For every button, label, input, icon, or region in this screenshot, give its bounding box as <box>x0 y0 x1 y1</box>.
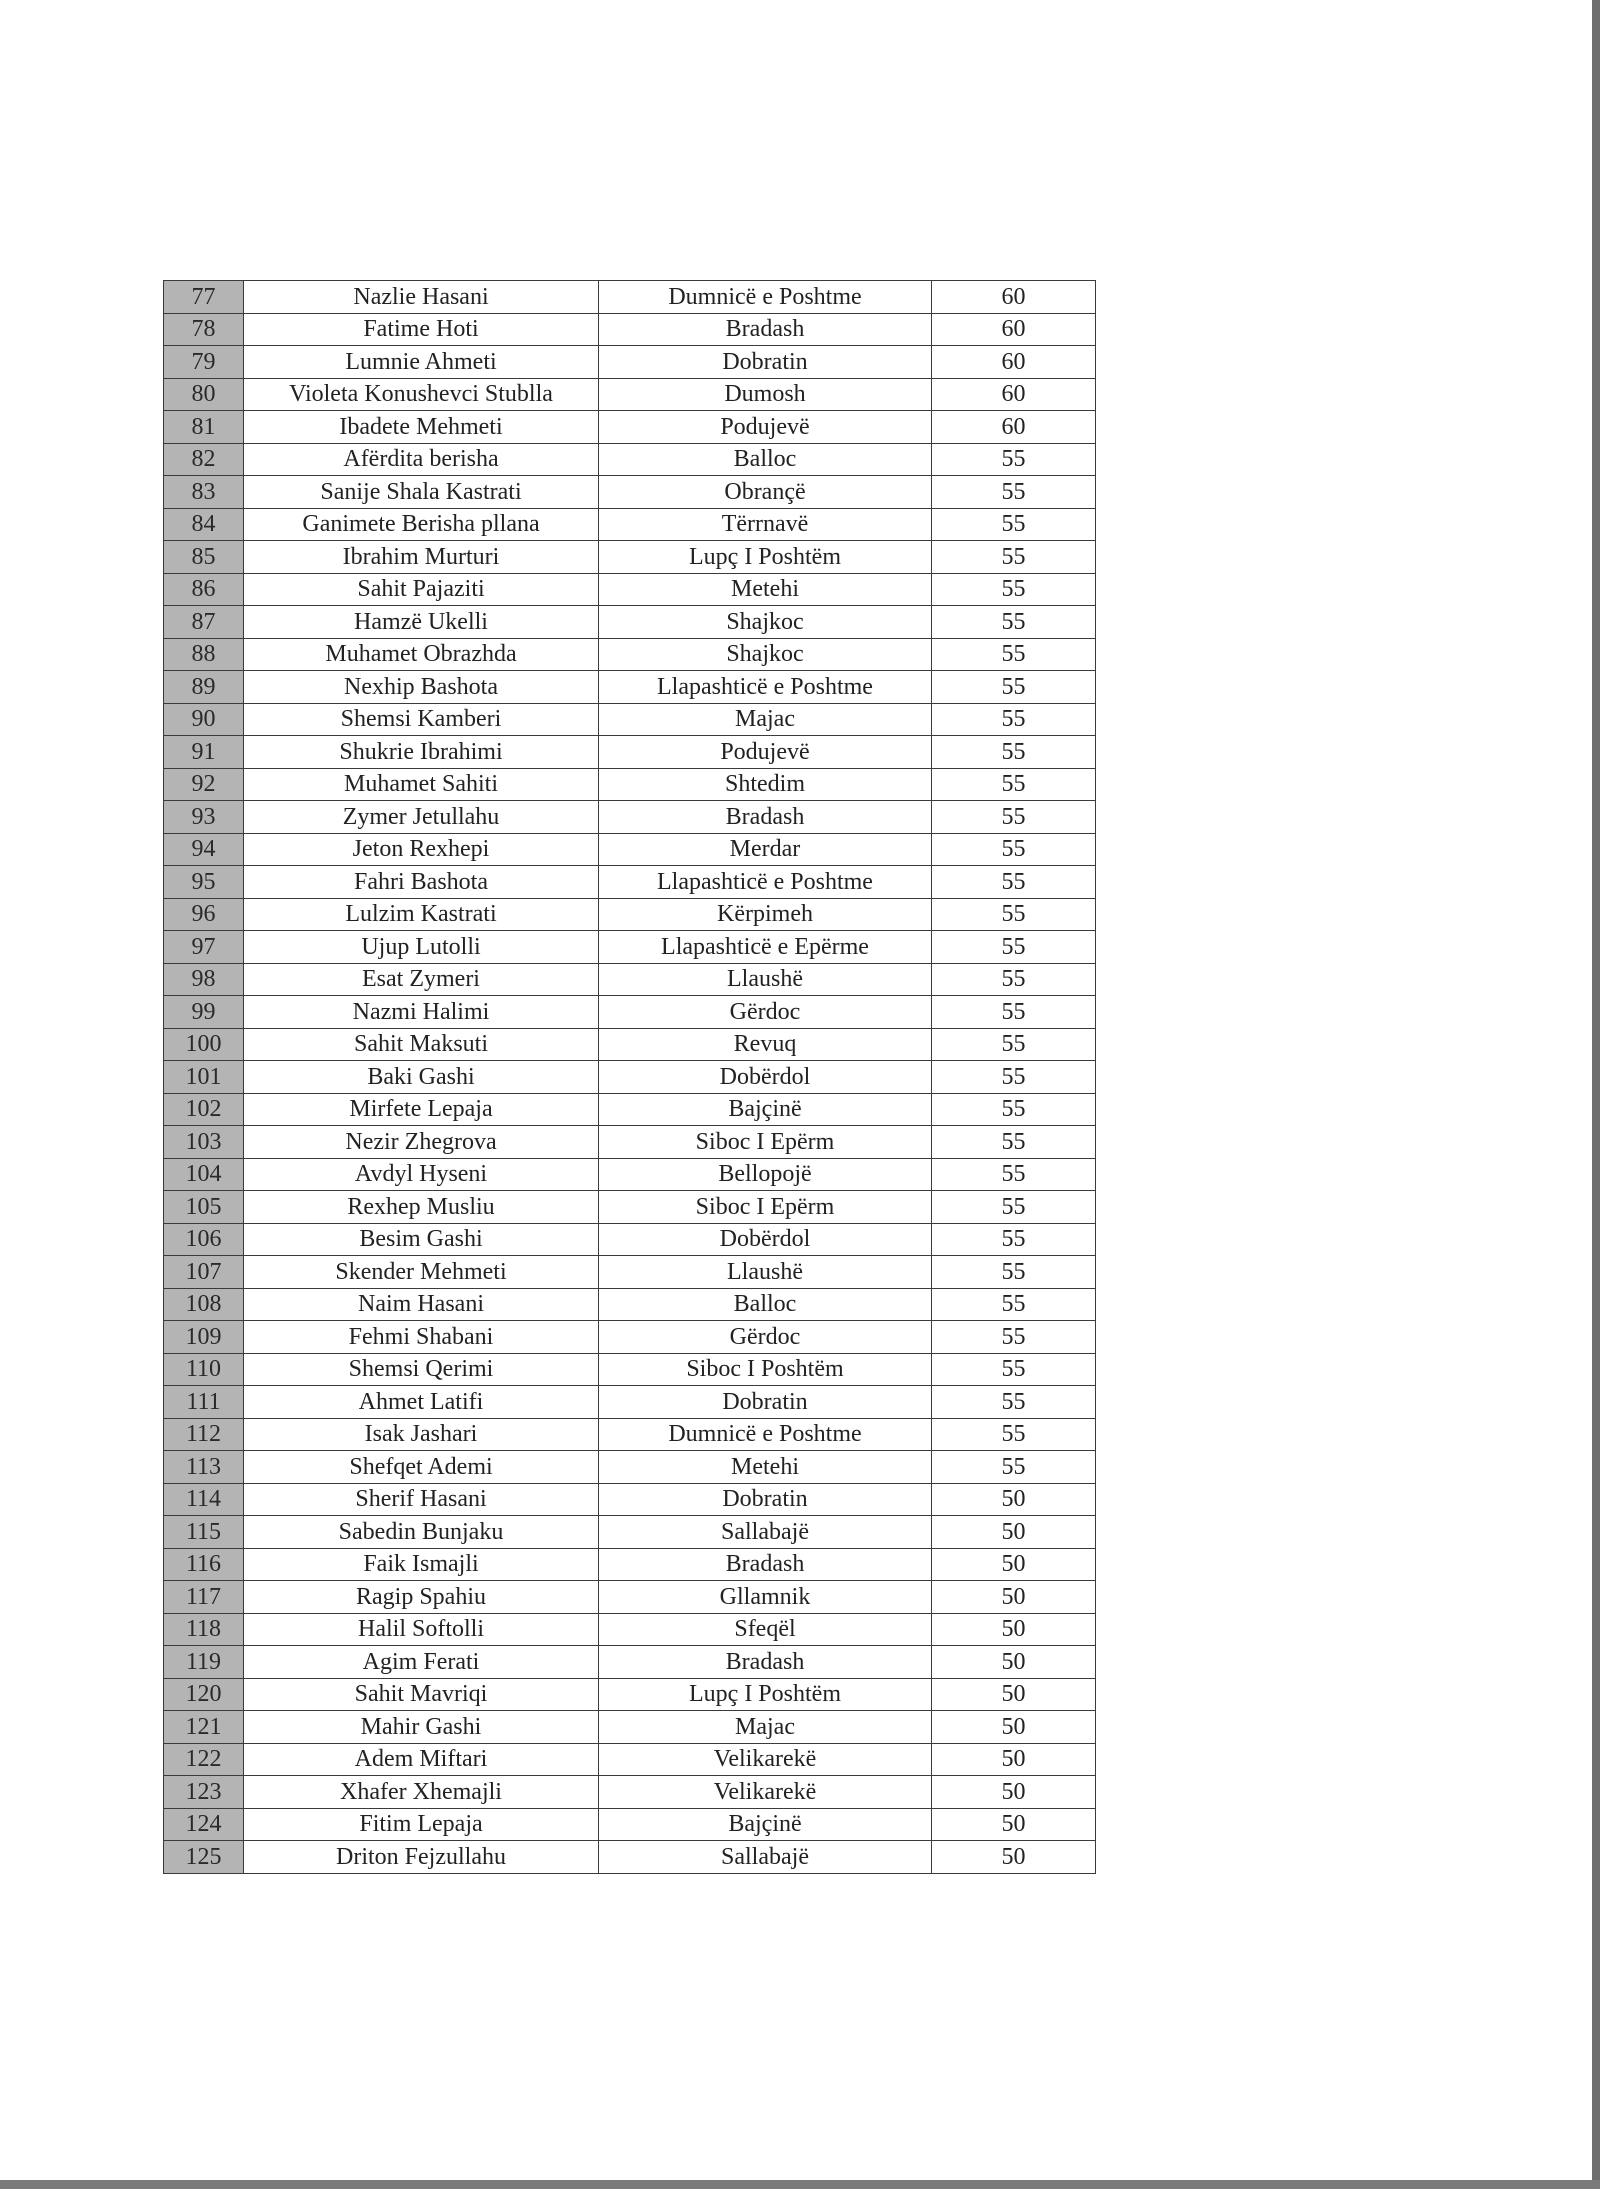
row-number-cell: 87 <box>164 606 244 639</box>
village-cell: Lupç I Poshtëm <box>599 1678 932 1711</box>
scan-edge-bottom <box>0 2180 1600 2189</box>
row-number-cell: 77 <box>164 281 244 314</box>
points-cell: 55 <box>932 703 1096 736</box>
table-row <box>164 346 1096 379</box>
points-cell: 55 <box>932 1288 1096 1321</box>
village-cell: Dobërdol <box>599 1061 932 1094</box>
points-cell: 50 <box>932 1841 1096 1874</box>
name-cell: Adem Miftari <box>244 1743 599 1776</box>
points-cell: 55 <box>932 1028 1096 1061</box>
village-cell: Llaushë <box>599 963 932 996</box>
village-cell: Velikarekë <box>599 1743 932 1776</box>
name-cell: Xhafer Xhemajli <box>244 1776 599 1809</box>
village-cell: Dobratin <box>599 1386 932 1419</box>
village-cell: Llapashticë e Poshtme <box>599 671 932 704</box>
points-cell: 55 <box>932 1223 1096 1256</box>
village-cell: Bradash <box>599 801 932 834</box>
name-cell: Sabedin Bunjaku <box>244 1516 599 1549</box>
name-cell: Avdyl Hyseni <box>244 1158 599 1191</box>
points-cell: 50 <box>932 1516 1096 1549</box>
name-cell: Muhamet Obrazhda <box>244 638 599 671</box>
table-row <box>164 963 1096 996</box>
table-row <box>164 768 1096 801</box>
village-cell: Llapashticë e Epërme <box>599 931 932 964</box>
table-row <box>164 313 1096 346</box>
name-cell: Fehmi Shabani <box>244 1321 599 1354</box>
name-cell: Fahri Bashota <box>244 866 599 899</box>
points-cell: 50 <box>932 1646 1096 1679</box>
village-cell: Llaushë <box>599 1256 932 1289</box>
table-row <box>164 898 1096 931</box>
points-cell: 55 <box>932 768 1096 801</box>
row-number-cell: 121 <box>164 1711 244 1744</box>
row-number-cell: 101 <box>164 1061 244 1094</box>
table-row <box>164 1776 1096 1809</box>
row-number-cell: 95 <box>164 866 244 899</box>
points-cell: 55 <box>932 671 1096 704</box>
table-row <box>164 1191 1096 1224</box>
name-cell: Ragip Spahiu <box>244 1581 599 1614</box>
village-cell: Shtedim <box>599 768 932 801</box>
name-cell: Faik Ismajli <box>244 1548 599 1581</box>
points-cell: 60 <box>932 346 1096 379</box>
table-row <box>164 411 1096 444</box>
table-row <box>164 541 1096 574</box>
points-cell: 50 <box>932 1613 1096 1646</box>
row-number-cell: 96 <box>164 898 244 931</box>
table-row <box>164 573 1096 606</box>
row-number-cell: 98 <box>164 963 244 996</box>
row-number-cell: 91 <box>164 736 244 769</box>
name-cell: Isak Jashari <box>244 1418 599 1451</box>
row-number-cell: 94 <box>164 833 244 866</box>
row-number-cell: 104 <box>164 1158 244 1191</box>
table-row <box>164 1321 1096 1354</box>
table-row <box>164 1646 1096 1679</box>
name-cell: Shemsi Qerimi <box>244 1353 599 1386</box>
name-cell: Ahmet Latifi <box>244 1386 599 1419</box>
village-cell: Dobratin <box>599 346 932 379</box>
row-number-cell: 125 <box>164 1841 244 1874</box>
points-cell: 55 <box>932 1418 1096 1451</box>
table-row <box>164 1451 1096 1484</box>
ranking-table <box>163 280 1096 1874</box>
name-cell: Naim Hasani <box>244 1288 599 1321</box>
name-cell: Baki Gashi <box>244 1061 599 1094</box>
points-cell: 50 <box>932 1483 1096 1516</box>
points-cell: 55 <box>932 866 1096 899</box>
row-number-cell: 118 <box>164 1613 244 1646</box>
table-row <box>164 1126 1096 1159</box>
row-number-cell: 85 <box>164 541 244 574</box>
points-cell: 55 <box>932 1093 1096 1126</box>
table-row <box>164 1158 1096 1191</box>
village-cell: Dobërdol <box>599 1223 932 1256</box>
village-cell: Siboc I Epërm <box>599 1126 932 1159</box>
name-cell: Shukrie Ibrahimi <box>244 736 599 769</box>
points-cell: 55 <box>932 573 1096 606</box>
table-row <box>164 801 1096 834</box>
row-number-cell: 122 <box>164 1743 244 1776</box>
row-number-cell: 82 <box>164 443 244 476</box>
row-number-cell: 99 <box>164 996 244 1029</box>
points-cell: 50 <box>932 1808 1096 1841</box>
village-cell: Metehi <box>599 573 932 606</box>
points-cell: 55 <box>932 833 1096 866</box>
name-cell: Zymer Jetullahu <box>244 801 599 834</box>
points-cell: 50 <box>932 1678 1096 1711</box>
name-cell: Sahit Pajaziti <box>244 573 599 606</box>
village-cell: Obrançë <box>599 476 932 509</box>
village-cell: Podujevë <box>599 736 932 769</box>
name-cell: Shemsi Kamberi <box>244 703 599 736</box>
table-row <box>164 931 1096 964</box>
row-number-cell: 79 <box>164 346 244 379</box>
points-cell: 55 <box>932 508 1096 541</box>
village-cell: Revuq <box>599 1028 932 1061</box>
row-number-cell: 119 <box>164 1646 244 1679</box>
row-number-cell: 84 <box>164 508 244 541</box>
row-number-cell: 88 <box>164 638 244 671</box>
table-row <box>164 1418 1096 1451</box>
row-number-cell: 105 <box>164 1191 244 1224</box>
table-row <box>164 833 1096 866</box>
row-number-cell: 83 <box>164 476 244 509</box>
table-row <box>164 1841 1096 1874</box>
points-cell: 55 <box>932 1191 1096 1224</box>
village-cell: Sallabajë <box>599 1841 932 1874</box>
name-cell: Agim Ferati <box>244 1646 599 1679</box>
points-cell: 55 <box>932 801 1096 834</box>
name-cell: Sherif Hasani <box>244 1483 599 1516</box>
table-row <box>164 606 1096 639</box>
name-cell: Sanije Shala Kastrati <box>244 476 599 509</box>
name-cell: Ibadete Mehmeti <box>244 411 599 444</box>
row-number-cell: 89 <box>164 671 244 704</box>
village-cell: Bradash <box>599 1548 932 1581</box>
village-cell: Bajçinë <box>599 1808 932 1841</box>
points-cell: 55 <box>932 963 1096 996</box>
points-cell: 55 <box>932 638 1096 671</box>
points-cell: 55 <box>932 1126 1096 1159</box>
table-row <box>164 1808 1096 1841</box>
name-cell: Nazmi Halimi <box>244 996 599 1029</box>
points-cell: 50 <box>932 1711 1096 1744</box>
row-number-cell: 90 <box>164 703 244 736</box>
row-number-cell: 115 <box>164 1516 244 1549</box>
name-cell: Sahit Mavriqi <box>244 1678 599 1711</box>
name-cell: Fatime Hoti <box>244 313 599 346</box>
table-row <box>164 1061 1096 1094</box>
village-cell: Majac <box>599 703 932 736</box>
row-number-cell: 81 <box>164 411 244 444</box>
points-cell: 55 <box>932 898 1096 931</box>
name-cell: Afërdita berisha <box>244 443 599 476</box>
points-cell: 55 <box>932 996 1096 1029</box>
row-number-cell: 111 <box>164 1386 244 1419</box>
village-cell: Tërrnavë <box>599 508 932 541</box>
row-number-cell: 100 <box>164 1028 244 1061</box>
village-cell: Sallabajë <box>599 1516 932 1549</box>
name-cell: Shefqet Ademi <box>244 1451 599 1484</box>
table-row <box>164 1516 1096 1549</box>
name-cell: Ibrahim Murturi <box>244 541 599 574</box>
name-cell: Halil Softolli <box>244 1613 599 1646</box>
table-row <box>164 1386 1096 1419</box>
table-row <box>164 378 1096 411</box>
village-cell: Shajkoc <box>599 638 932 671</box>
village-cell: Shajkoc <box>599 606 932 639</box>
name-cell: Mirfete Lepaja <box>244 1093 599 1126</box>
row-number-cell: 117 <box>164 1581 244 1614</box>
points-cell: 55 <box>932 1061 1096 1094</box>
name-cell: Jeton Rexhepi <box>244 833 599 866</box>
table-row <box>164 1483 1096 1516</box>
row-number-cell: 116 <box>164 1548 244 1581</box>
village-cell: Bellopojë <box>599 1158 932 1191</box>
name-cell: Ujup Lutolli <box>244 931 599 964</box>
row-number-cell: 113 <box>164 1451 244 1484</box>
village-cell: Bradash <box>599 313 932 346</box>
table-row <box>164 1028 1096 1061</box>
table-row <box>164 1223 1096 1256</box>
village-cell: Majac <box>599 1711 932 1744</box>
name-cell: Lumnie Ahmeti <box>244 346 599 379</box>
village-cell: Kërpimeh <box>599 898 932 931</box>
village-cell: Lupç I Poshtëm <box>599 541 932 574</box>
table-row <box>164 1678 1096 1711</box>
row-number-cell: 78 <box>164 313 244 346</box>
points-cell: 55 <box>932 931 1096 964</box>
points-cell: 60 <box>932 378 1096 411</box>
village-cell: Gllamnik <box>599 1581 932 1614</box>
points-cell: 55 <box>932 1321 1096 1354</box>
points-cell: 55 <box>932 1256 1096 1289</box>
table-row <box>164 1256 1096 1289</box>
row-number-cell: 102 <box>164 1093 244 1126</box>
scan-edge-right <box>1592 0 1600 2189</box>
row-number-cell: 103 <box>164 1126 244 1159</box>
row-number-cell: 109 <box>164 1321 244 1354</box>
village-cell: Siboc I Poshtëm <box>599 1353 932 1386</box>
table-row <box>164 1288 1096 1321</box>
row-number-cell: 86 <box>164 573 244 606</box>
village-cell: Balloc <box>599 443 932 476</box>
points-cell: 55 <box>932 476 1096 509</box>
row-number-cell: 106 <box>164 1223 244 1256</box>
name-cell: Lulzim Kastrati <box>244 898 599 931</box>
village-cell: Dumosh <box>599 378 932 411</box>
points-cell: 55 <box>932 736 1096 769</box>
row-number-cell: 120 <box>164 1678 244 1711</box>
points-cell: 55 <box>932 541 1096 574</box>
row-number-cell: 112 <box>164 1418 244 1451</box>
village-cell: Gërdoc <box>599 1321 932 1354</box>
name-cell: Sahit Maksuti <box>244 1028 599 1061</box>
name-cell: Nazlie Hasani <box>244 281 599 314</box>
row-number-cell: 114 <box>164 1483 244 1516</box>
village-cell: Bradash <box>599 1646 932 1679</box>
table-row <box>164 476 1096 509</box>
name-cell: Mahir Gashi <box>244 1711 599 1744</box>
name-cell: Skender Mehmeti <box>244 1256 599 1289</box>
name-cell: Nezir Zhegrova <box>244 1126 599 1159</box>
table-row <box>164 736 1096 769</box>
table-row <box>164 1548 1096 1581</box>
village-cell: Siboc I Epërm <box>599 1191 932 1224</box>
village-cell: Dumnicë e Poshtme <box>599 1418 932 1451</box>
points-cell: 55 <box>932 443 1096 476</box>
village-cell: Velikarekë <box>599 1776 932 1809</box>
row-number-cell: 108 <box>164 1288 244 1321</box>
village-cell: Bajçinë <box>599 1093 932 1126</box>
table-row <box>164 508 1096 541</box>
row-number-cell: 124 <box>164 1808 244 1841</box>
name-cell: Esat Zymeri <box>244 963 599 996</box>
row-number-cell: 110 <box>164 1353 244 1386</box>
points-cell: 50 <box>932 1743 1096 1776</box>
points-cell: 50 <box>932 1548 1096 1581</box>
points-cell: 55 <box>932 606 1096 639</box>
points-cell: 55 <box>932 1353 1096 1386</box>
row-number-cell: 93 <box>164 801 244 834</box>
village-cell: Llapashticë e Poshtme <box>599 866 932 899</box>
row-number-cell: 123 <box>164 1776 244 1809</box>
row-number-cell: 97 <box>164 931 244 964</box>
table-row <box>164 1613 1096 1646</box>
table-row <box>164 1581 1096 1614</box>
table-row <box>164 703 1096 736</box>
village-cell: Metehi <box>599 1451 932 1484</box>
village-cell: Gërdoc <box>599 996 932 1029</box>
village-cell: Dumnicë e Poshtme <box>599 281 932 314</box>
table-row <box>164 671 1096 704</box>
name-cell: Ganimete Berisha pllana <box>244 508 599 541</box>
village-cell: Sfeqël <box>599 1613 932 1646</box>
points-cell: 50 <box>932 1581 1096 1614</box>
points-cell: 55 <box>932 1158 1096 1191</box>
name-cell: Rexhep Musliu <box>244 1191 599 1224</box>
name-cell: Besim Gashi <box>244 1223 599 1256</box>
points-cell: 55 <box>932 1451 1096 1484</box>
village-cell: Balloc <box>599 1288 932 1321</box>
table-row <box>164 281 1096 314</box>
table-row <box>164 866 1096 899</box>
points-cell: 60 <box>932 281 1096 314</box>
row-number-cell: 80 <box>164 378 244 411</box>
table-row <box>164 1093 1096 1126</box>
name-cell: Driton Fejzullahu <box>244 1841 599 1874</box>
table-row <box>164 1743 1096 1776</box>
row-number-cell: 107 <box>164 1256 244 1289</box>
points-cell: 60 <box>932 411 1096 444</box>
name-cell: Violeta Konushevci Stublla <box>244 378 599 411</box>
row-number-cell: 92 <box>164 768 244 801</box>
points-cell: 55 <box>932 1386 1096 1419</box>
name-cell: Muhamet Sahiti <box>244 768 599 801</box>
table-row <box>164 1353 1096 1386</box>
table-row <box>164 1711 1096 1744</box>
points-cell: 50 <box>932 1776 1096 1809</box>
village-cell: Merdar <box>599 833 932 866</box>
points-cell: 60 <box>932 313 1096 346</box>
name-cell: Fitim Lepaja <box>244 1808 599 1841</box>
ranking-table-body <box>164 281 1096 1874</box>
table-row <box>164 996 1096 1029</box>
table-row <box>164 638 1096 671</box>
name-cell: Hamzë Ukelli <box>244 606 599 639</box>
name-cell: Nexhip Bashota <box>244 671 599 704</box>
village-cell: Podujevë <box>599 411 932 444</box>
village-cell: Dobratin <box>599 1483 932 1516</box>
table-row <box>164 443 1096 476</box>
